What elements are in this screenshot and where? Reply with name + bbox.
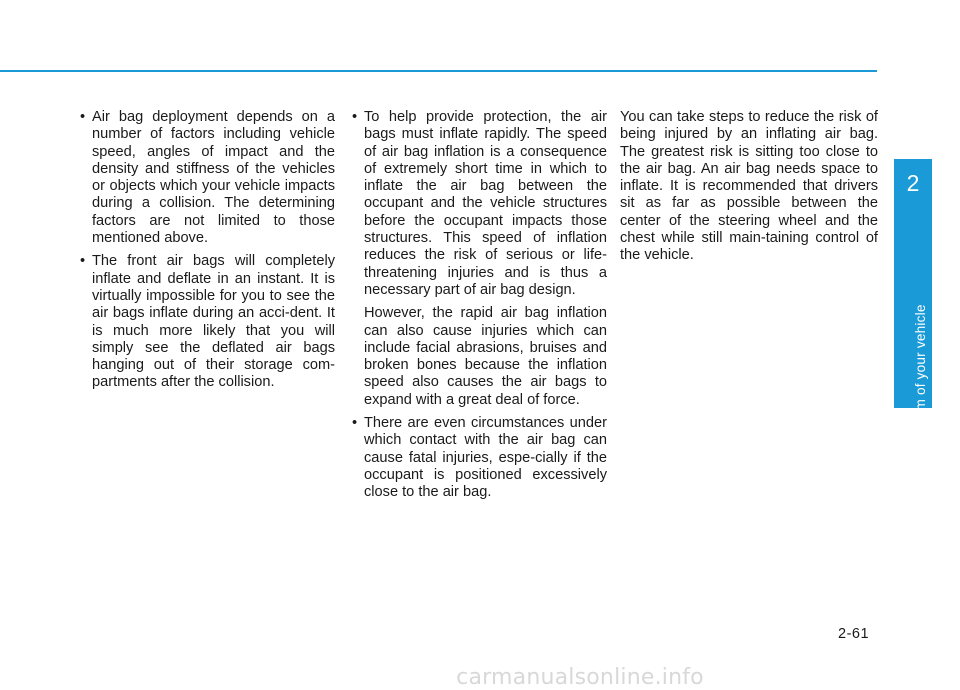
bullet-item <box>347 109 607 299</box>
watermark: carmanualsonline.info <box>456 665 704 690</box>
page-number: 2-61 <box>838 626 870 642</box>
chapter-number: 2 <box>906 170 920 196</box>
text-column-1 <box>75 109 335 398</box>
header-rule <box>0 70 877 72</box>
chapter-tab <box>894 159 932 487</box>
indented-paragraph: However, the rapid air bag inflation can also cause injuries which can include facial abrasions, bruises and broken bones because the inflation speed also causes the air bags to expand with a great deal of force. <box>364 305 607 408</box>
bullet-item <box>347 415 607 501</box>
bullet-item <box>75 253 335 391</box>
bullet-text: There are even circumstances under which contact with the air bag can cause fatal injuries, espe-cially if the occupant is positioned excessively close to the air bag. <box>364 415 607 501</box>
chapter-title: Safety system of your vehicle <box>913 304 928 487</box>
bullet-icon: • <box>80 253 86 270</box>
text-column-3 <box>620 109 878 265</box>
bullet-text: The front air bags will completely inflate and deflate in an instant. It is virtually impossible for you to see the air bags inflate during an acci-dent. It is much more likely that you will simply see the deflated air bags hanging out of their storage com-partments after the collision. <box>92 253 335 391</box>
bullet-text: Air bag deployment depends on a number of factors including vehicle speed, angles of impact and the density and stiffness of the vehicles or objects which your vehicle impacts during a collision. The determining factors are not limited to those mentioned above. <box>92 109 335 247</box>
bullet-icon: • <box>352 415 358 432</box>
bullet-text: To help provide protection, the air bags must inflate rapidly. The speed of air bag inflation is a consequence of extremely short time in which to inflate the air bag between the occupant and the vehicle structures before the occupant impacts those structures. This speed of inflation reduces the risk of serious or life-threatening injuries and is thus a necessary part of air bag design. <box>364 109 607 298</box>
bullet-icon: • <box>80 109 86 125</box>
paragraph: You can take steps to reduce the risk of being injured by an inflating air bag. The greatest risk is sitting too close to the air bag. An air bag needs space to inflate. It is recommended that drivers sit as far as possible between the center of the steering wheel and the chest while still main-taining control of the vehicle. <box>620 109 878 264</box>
text-column-2 <box>347 109 607 508</box>
bullet-icon: • <box>352 109 358 125</box>
bullet-item <box>75 109 335 247</box>
